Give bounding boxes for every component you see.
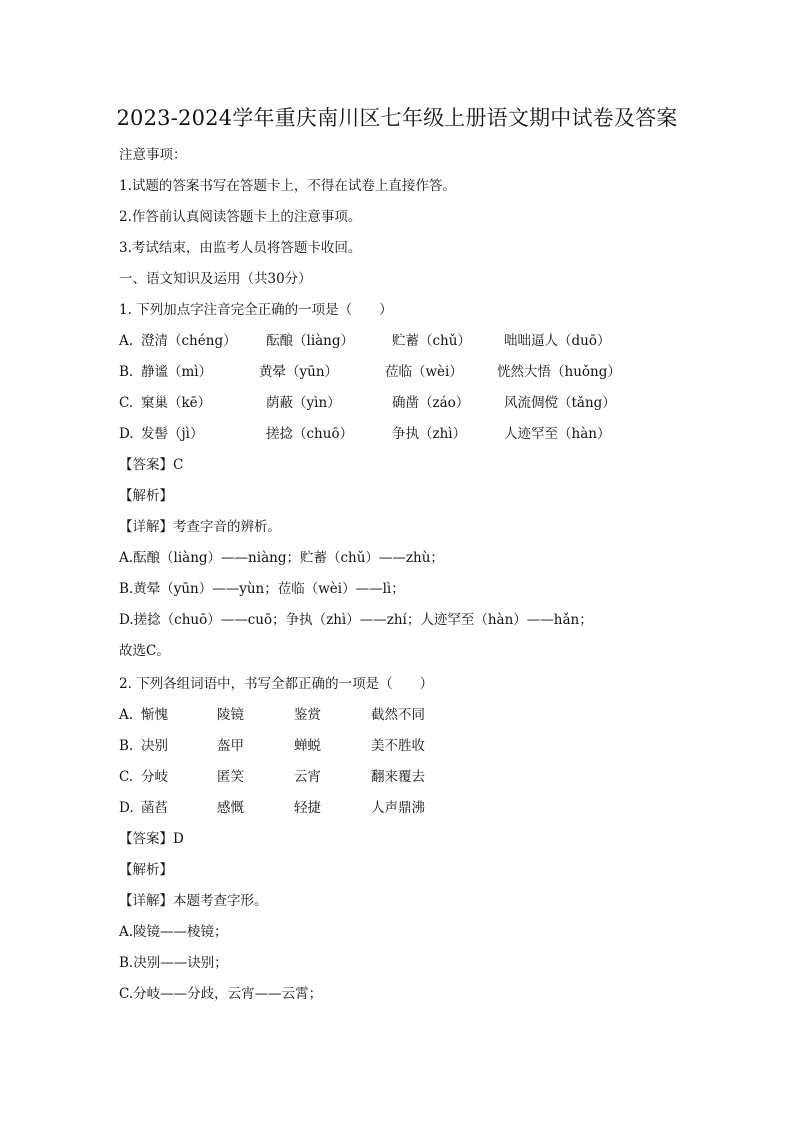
explanation-line: A.陵镜——棱镜； <box>119 924 228 940</box>
detail: 【详解】考查字音的辨析。 <box>119 519 281 535</box>
notice-item: 3.考试结束，由监考人员将答题卡收回。 <box>119 240 362 256</box>
section-heading: 一、语文知识及运用（共30分） <box>119 271 312 287</box>
conclusion: 故选C。 <box>119 643 170 659</box>
option-letter: A. <box>119 707 134 723</box>
explanation-line: D.搓捻（chuō）——cuō；争执（zhì）——zhí；人迹罕至（hàn）——hǎn； <box>119 612 593 628</box>
option-item: 菡萏 <box>141 800 168 816</box>
question-1-stem: 1. 下列加点字注音完全正确的一项是（ ） <box>119 302 393 318</box>
option-item: 荫蔽（yìn） <box>266 395 341 411</box>
option-item: 恍然大悟（huǒng） <box>497 364 621 380</box>
option-letter: D. <box>119 800 134 816</box>
explanation-line: B.黄晕（yūn）——yùn；莅临（wèi）——lì； <box>119 581 405 597</box>
option-item: 美不胜收 <box>371 738 425 754</box>
option-item: 云宵 <box>294 769 321 785</box>
notice-heading: 注意事项： <box>119 147 187 163</box>
option-item: 感慨 <box>217 800 244 816</box>
answer: 【答案】C <box>119 457 184 473</box>
option-item: 人声鼎沸 <box>371 800 425 816</box>
option-item: 澄清（chéng） <box>141 333 237 349</box>
answer: 【答案】D <box>119 831 184 847</box>
notice-item: 1.试题的答案书写在答题卡上，不得在试卷上直接作答。 <box>119 178 456 194</box>
option-item: 盔甲 <box>217 738 244 754</box>
option-item: 分岐 <box>141 769 168 785</box>
option-item: 静谧（mì） <box>141 364 213 380</box>
detail: 【详解】本题考查字形。 <box>119 893 268 909</box>
question-2-stem: 2. 下列各组词语中，书写全都正确的一项是（ ） <box>119 676 434 692</box>
option-letter: C. <box>119 395 134 411</box>
option-item: 风流倜傥（tǎng） <box>504 395 616 411</box>
explanation-line: C.分岐——分歧，云宵——云霄； <box>119 986 323 1002</box>
page-title: 2023-2024学年重庆南川区七年级上册语文期中试卷及答案 <box>116 106 678 130</box>
option-item: 蝉蜕 <box>294 738 321 754</box>
analysis-label: 【解析】 <box>119 862 173 878</box>
option-item: 贮蓄（chǔ） <box>392 333 471 349</box>
option-item: 发髻（jì） <box>141 426 204 442</box>
option-item: 陵镜 <box>217 707 244 723</box>
option-letter: B. <box>119 738 134 754</box>
explanation-line: A.酝酿（liàng）——niàng；贮蓄（chǔ）——zhù； <box>119 550 444 566</box>
option-letter: A. <box>119 333 134 349</box>
option-item: 惭愧 <box>141 707 168 723</box>
notice-item: 2.作答前认真阅读答题卡上的注意事项。 <box>119 209 362 225</box>
option-item: 争执（zhì） <box>392 426 467 442</box>
option-letter: C. <box>119 769 134 785</box>
analysis-label: 【解析】 <box>119 488 173 504</box>
option-letter: D. <box>119 426 134 442</box>
option-item: 轻捷 <box>294 800 321 816</box>
option-item: 鉴赏 <box>294 707 321 723</box>
option-item: 翻来覆去 <box>371 769 425 785</box>
option-item: 黄晕（yūn） <box>259 364 339 380</box>
option-item: 莅临（wèi） <box>385 364 463 380</box>
option-item: 决别 <box>141 738 168 754</box>
option-item: 咄咄逼人（duō） <box>504 333 611 349</box>
option-item: 搓捻（chuō） <box>266 426 354 442</box>
option-item: 人迹罕至（hàn） <box>504 426 611 442</box>
option-item: 窠巢（kē） <box>141 395 212 411</box>
option-item: 确凿（záo） <box>392 395 470 411</box>
option-letter: B. <box>119 364 134 380</box>
explanation-line: B.决别——诀别； <box>119 955 228 971</box>
option-item: 截然不同 <box>371 707 425 723</box>
option-item: 酝酿（liàng） <box>266 333 355 349</box>
option-item: 匿笑 <box>217 769 244 785</box>
